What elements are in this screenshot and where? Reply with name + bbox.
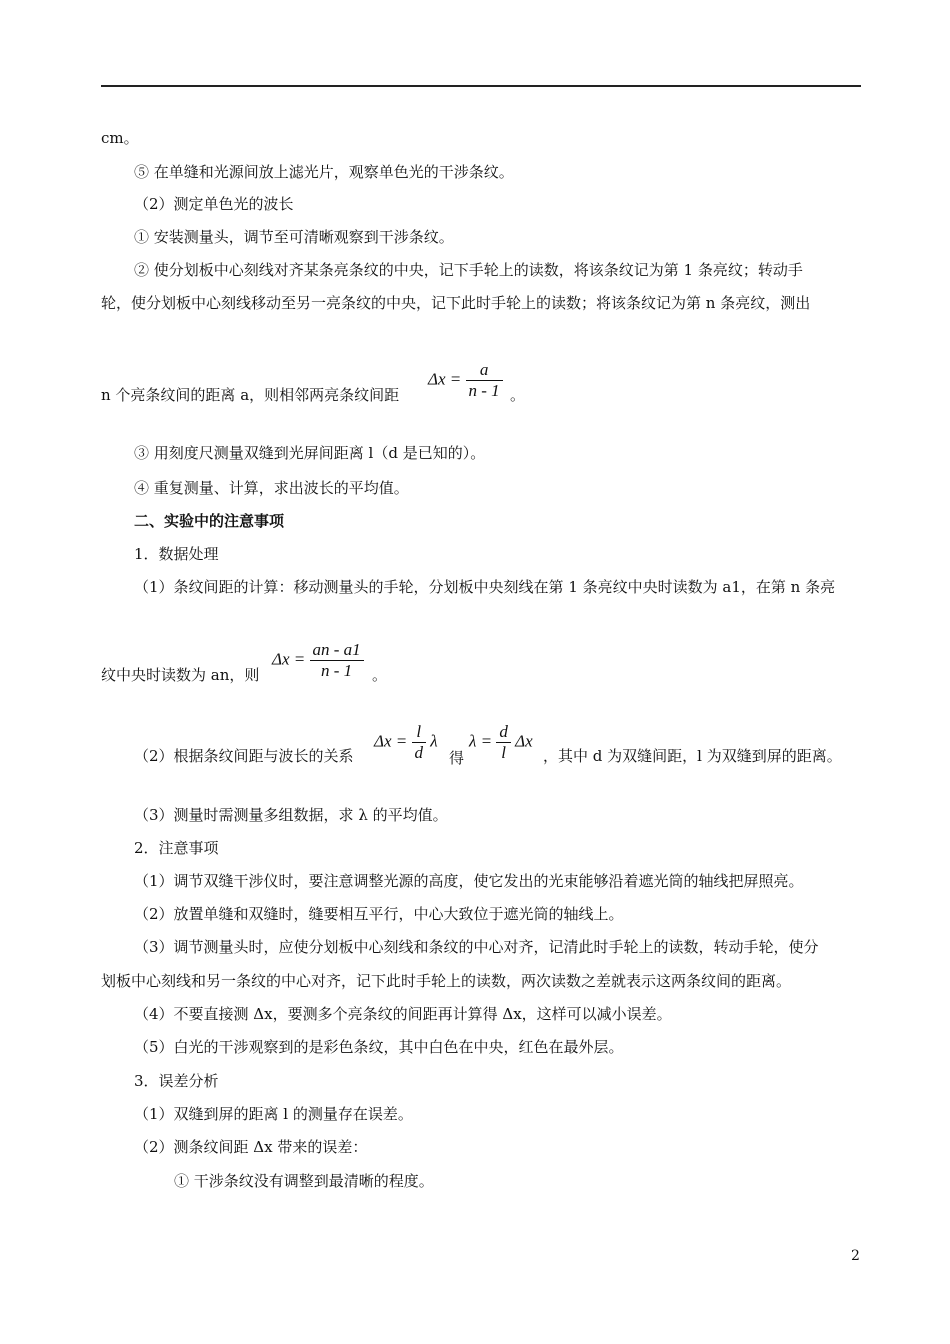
page-number: 2 xyxy=(851,1248,860,1264)
text-line: ③ 用刻度尺测量双缝到光屏间距离 l（d 是已知的）。 xyxy=(134,444,486,462)
formula-spacing xyxy=(428,360,503,401)
text-line: 划板中心刻线和另一条纹的中心对齐，记下此时手轮上的读数，两次读数之差就表示这两条纹间的距离。 xyxy=(101,972,792,990)
formula-denominator: n - 1 xyxy=(466,380,503,401)
section-heading: 二、实验中的注意事项 xyxy=(134,512,285,530)
text-line: 3．误差分析 xyxy=(134,1072,219,1090)
text-line: （4）不要直接测 Δx，要测多个亮条纹的间距再计算得 Δx，这样可以减小误差。 xyxy=(134,1005,672,1023)
formula-lhs: Δx = xyxy=(272,649,306,669)
formula-denominator: l xyxy=(496,742,511,763)
text-line: 轮，使分划板中心刻线移动至另一亮条纹的中央，记下此时手轮上的读数；将该条纹记为第 n 条亮纹，测出 xyxy=(101,294,811,312)
formula-lhs: λ = xyxy=(469,731,493,751)
text-line xyxy=(101,385,399,405)
formula-wavelength xyxy=(469,722,533,763)
text-line: ④ 重复测量、计算，求出波长的平均值。 xyxy=(134,479,409,497)
text-line: 2．注意事项 xyxy=(134,839,219,857)
formula-numerator: l xyxy=(416,722,422,741)
formula-lhs: Δx = xyxy=(428,369,462,389)
text-line: （2）测条纹间距 Δx 带来的误差： xyxy=(134,1138,368,1156)
text-line: （1）调节双缝干涉仪时，要注意调整光源的高度，使它发出的光束能够沿着遮光筒的轴线把屏照亮。 xyxy=(134,872,804,890)
formula-denominator: n - 1 xyxy=(310,660,364,681)
text-line: （2）根据条纹间距与波长的关系 xyxy=(134,747,354,765)
formula-denominator: d xyxy=(412,742,427,763)
formula-tail: λ xyxy=(430,731,438,751)
formula-numerator: a xyxy=(479,360,489,379)
text-line: ⑤ 在单缝和光源间放上滤光片，观察单色光的干涉条纹。 xyxy=(134,163,514,181)
formula-fraction xyxy=(466,360,503,401)
formula-lhs: Δx = xyxy=(374,731,408,751)
text-line: （1）条纹间距的计算：移动测量头的手轮，分划板中央刻线在第 1 条亮纹中央时读数为 a1，在第 n 条亮 xyxy=(134,578,836,596)
text-line: （5）白光的干涉观察到的是彩色条纹，其中白色在中央，红色在最外层。 xyxy=(134,1038,624,1056)
text-span: 得 xyxy=(449,749,465,767)
formula-fraction xyxy=(310,640,364,681)
text-line: （2）放置单缝和双缝时，缝要相互平行，中心大致位于遮光筒的轴线上。 xyxy=(134,905,624,923)
text-line: ② 使分划板中心刻线对齐某条亮条纹的中央，记下手轮上的读数，将该条纹记为第 1 条亮纹；转动手 xyxy=(134,261,803,279)
formula-spacing-readings xyxy=(272,640,364,681)
text-span: 。 xyxy=(372,666,388,684)
text-line: （3）测量时需测量多组数据，求 λ 的平均值。 xyxy=(134,806,448,824)
text-line: （1）双缝到屏的距离 l 的测量存在误差。 xyxy=(134,1105,413,1123)
text-line: ① 干涉条纹没有调整到最清晰的程度。 xyxy=(174,1172,434,1190)
formula-tail: Δx xyxy=(515,731,533,751)
text-line: （3）调节测量头时，应使分划板中心刻线和条纹的中心对齐，记清此时手轮上的读数，转动手轮，使分 xyxy=(134,938,819,956)
formula-numerator: an - a1 xyxy=(312,640,361,659)
formula-relation xyxy=(374,722,438,763)
text-line: （2）测定单色光的波长 xyxy=(134,195,294,213)
text-span: 。 xyxy=(510,386,526,404)
text-line: cm。 xyxy=(101,129,139,147)
text-line: ① 安装测量头，调节至可清晰观察到干涉条纹。 xyxy=(134,228,454,246)
text-line: 1．数据处理 xyxy=(134,545,219,563)
formula-fraction xyxy=(496,722,511,763)
formula-numerator: d xyxy=(499,722,508,741)
text-span: n 个亮条纹间的距离 a，则相邻两亮条纹间距 xyxy=(101,386,400,404)
text-line: 纹中央时读数为 an，则 xyxy=(101,666,260,684)
text-span: ，其中 d 为双缝间距，l 为双缝到屏的距离。 xyxy=(543,747,842,765)
formula-fraction xyxy=(412,722,427,763)
header-rule xyxy=(101,85,861,87)
